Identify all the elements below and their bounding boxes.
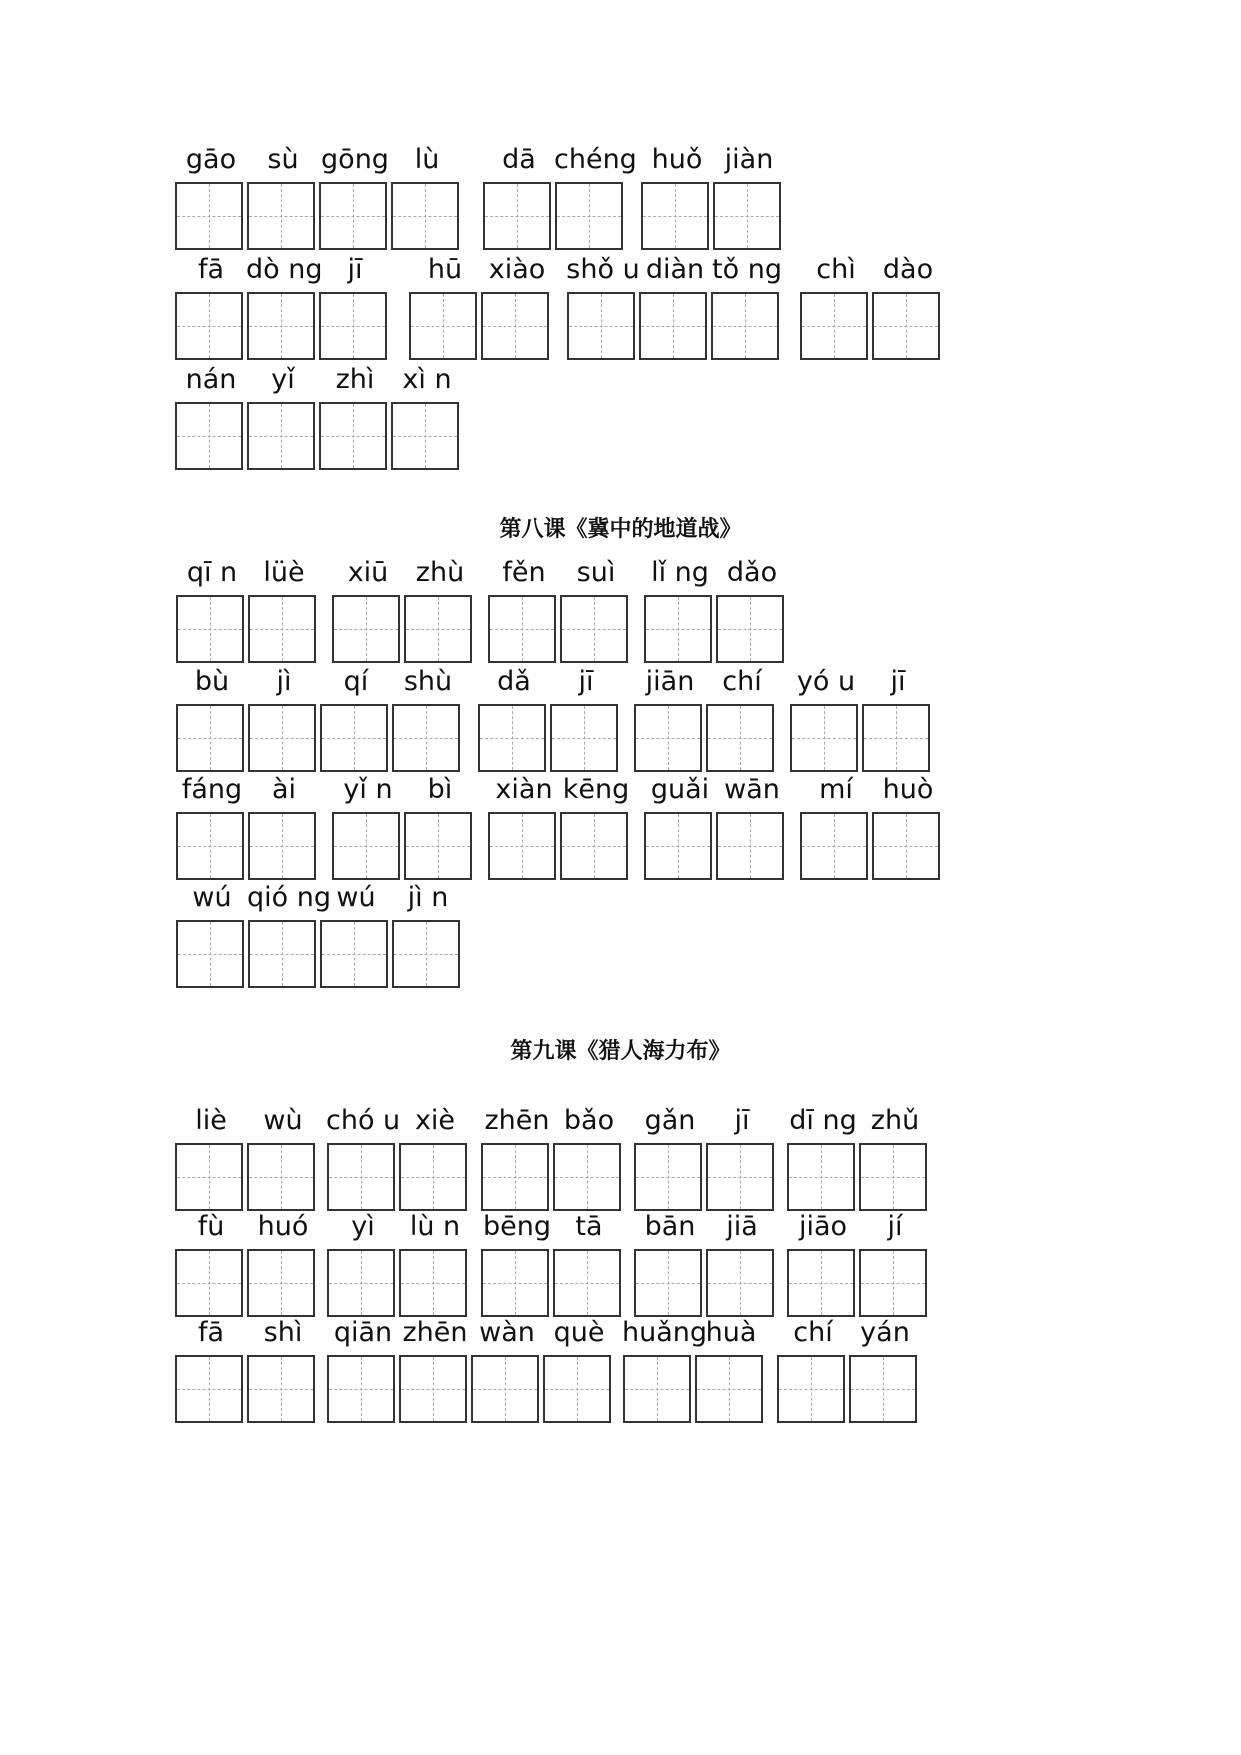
writing-box[interactable] — [392, 704, 460, 772]
word-group — [175, 140, 463, 260]
word-group — [641, 140, 785, 260]
pinyin-label: yǐ — [271, 364, 295, 395]
word-group — [777, 1313, 921, 1433]
writing-box[interactable] — [175, 292, 243, 360]
pinyin-label: dào — [882, 254, 934, 285]
writing-box[interactable] — [391, 182, 459, 250]
word-group — [634, 662, 778, 782]
pinyin-label: jī — [578, 666, 594, 697]
pinyin-row — [0, 553, 1241, 673]
writing-box[interactable] — [555, 182, 623, 250]
writing-box[interactable] — [404, 595, 472, 663]
writing-box[interactable] — [790, 704, 858, 772]
word-group — [623, 1313, 767, 1433]
word-group — [488, 770, 632, 890]
pinyin-label: zhì — [335, 364, 375, 395]
pinyin-label: lüè — [263, 557, 305, 588]
word-group — [176, 878, 464, 998]
pinyin-label: huó — [257, 1211, 309, 1242]
pinyin-label: bēng — [482, 1211, 551, 1242]
pinyin-label: jī — [734, 1105, 750, 1136]
writing-box[interactable] — [560, 812, 628, 880]
word-group — [175, 1101, 319, 1221]
pinyin-label: yó u — [796, 666, 856, 697]
word-group — [644, 770, 788, 890]
word-group — [327, 1313, 615, 1433]
word-group — [634, 1101, 778, 1221]
pinyin-label: lù — [414, 144, 440, 175]
pinyin-label: wú — [336, 882, 376, 913]
pinyin-label: gāo — [185, 144, 237, 175]
writing-box[interactable] — [327, 1355, 395, 1423]
pinyin-label: tǒ ng — [712, 254, 782, 285]
pinyin-label: wú — [192, 882, 232, 913]
writing-box[interactable] — [716, 595, 784, 663]
pinyin-label: xiào — [488, 254, 546, 285]
writing-box[interactable] — [327, 1249, 395, 1317]
word-group — [478, 662, 622, 782]
writing-box[interactable] — [248, 812, 316, 880]
pinyin-label: dò ng — [246, 254, 323, 285]
writing-box[interactable] — [706, 1143, 774, 1211]
writing-box[interactable] — [319, 402, 387, 470]
pinyin-row — [0, 250, 1241, 370]
pinyin-label: bān — [644, 1211, 696, 1242]
pinyin-label: shì — [263, 1317, 303, 1348]
writing-box[interactable] — [176, 812, 244, 880]
pinyin-label: xiū — [347, 557, 389, 588]
writing-box[interactable] — [175, 1355, 243, 1423]
writing-box[interactable] — [332, 812, 400, 880]
writing-box[interactable] — [247, 292, 315, 360]
writing-box[interactable] — [567, 292, 635, 360]
writing-box[interactable] — [634, 704, 702, 772]
pinyin-label: dǎ — [497, 666, 531, 697]
pinyin-label: gǎn — [644, 1105, 696, 1136]
writing-box[interactable] — [553, 1249, 621, 1317]
writing-box[interactable] — [319, 182, 387, 250]
pinyin-label: sù — [267, 144, 299, 175]
word-group — [787, 1207, 931, 1327]
writing-box[interactable] — [706, 1249, 774, 1317]
word-group — [327, 1207, 471, 1327]
writing-box[interactable] — [553, 1143, 621, 1211]
word-group — [175, 1313, 319, 1433]
pinyin-label: jì — [276, 666, 292, 697]
writing-box[interactable] — [716, 812, 784, 880]
pinyin-label: bǎo — [563, 1105, 615, 1136]
writing-box[interactable] — [713, 182, 781, 250]
pinyin-row — [0, 140, 1241, 260]
word-group — [327, 1101, 471, 1221]
writing-box[interactable] — [787, 1249, 855, 1317]
word-group — [567, 250, 783, 370]
pinyin-label: zhù — [415, 557, 465, 588]
writing-box[interactable] — [481, 1249, 549, 1317]
writing-box[interactable] — [800, 812, 868, 880]
pinyin-label: xiàn — [495, 774, 553, 805]
word-group — [481, 1101, 625, 1221]
word-group — [176, 770, 320, 890]
writing-box[interactable] — [247, 402, 315, 470]
writing-box[interactable] — [175, 1249, 243, 1317]
word-group — [332, 770, 476, 890]
writing-box[interactable] — [550, 704, 618, 772]
pinyin-label: diàn — [645, 254, 705, 285]
pinyin-label: jiān — [645, 666, 695, 697]
pinyin-label: xì n — [402, 364, 452, 395]
writing-box[interactable] — [481, 1143, 549, 1211]
pinyin-label: fā — [197, 254, 225, 285]
pinyin-label: zhǔ — [870, 1105, 920, 1136]
word-group — [790, 662, 934, 782]
writing-box[interactable] — [639, 292, 707, 360]
pinyin-label: jiā — [726, 1211, 758, 1242]
lesson-title: 第八课《冀中的地道战》 — [499, 516, 742, 542]
word-group — [176, 662, 464, 782]
word-group — [481, 1207, 625, 1327]
pinyin-label: jiàn — [724, 144, 774, 175]
writing-box[interactable] — [862, 704, 930, 772]
writing-box[interactable] — [623, 1355, 691, 1423]
writing-box[interactable] — [471, 1355, 539, 1423]
pinyin-label: yán — [860, 1317, 910, 1348]
writing-box[interactable] — [409, 292, 477, 360]
writing-box[interactable] — [481, 292, 549, 360]
writing-box[interactable] — [849, 1355, 917, 1423]
writing-box[interactable] — [634, 1249, 702, 1317]
pinyin-label: qió ng — [247, 882, 331, 913]
writing-box[interactable] — [248, 920, 316, 988]
word-group — [176, 553, 320, 673]
pinyin-label: chì — [816, 254, 856, 285]
writing-box[interactable] — [404, 812, 472, 880]
writing-box[interactable] — [247, 1355, 315, 1423]
pinyin-label: huǎng — [622, 1317, 708, 1348]
pinyin-label: lǐ ng — [651, 557, 709, 588]
pinyin-label: chó u — [326, 1105, 401, 1136]
pinyin-label: bì — [427, 774, 453, 805]
pinyin-label: dǎo — [726, 557, 778, 588]
writing-box[interactable] — [478, 704, 546, 772]
word-group — [483, 140, 637, 260]
writing-box[interactable] — [543, 1355, 611, 1423]
pinyin-label: guǎi — [650, 774, 710, 805]
pinyin-label: qī n — [186, 557, 238, 588]
pinyin-label: fù — [197, 1211, 225, 1242]
pinyin-label: ài — [271, 774, 297, 805]
word-group — [800, 770, 944, 890]
lesson-title: 第九课《猎人海力布》 — [510, 1038, 731, 1064]
pinyin-label: fā — [197, 1317, 225, 1348]
pinyin-label: jī — [347, 254, 363, 285]
word-group — [800, 250, 944, 370]
pinyin-label: shǒ u — [566, 254, 640, 285]
writing-box[interactable] — [175, 1143, 243, 1211]
writing-box[interactable] — [327, 1143, 395, 1211]
writing-box[interactable] — [488, 595, 556, 663]
word-group — [175, 360, 463, 480]
word-group — [332, 553, 476, 673]
pinyin-label: yì — [351, 1211, 375, 1242]
writing-box[interactable] — [777, 1355, 845, 1423]
word-group — [409, 250, 553, 370]
pinyin-row — [0, 878, 1241, 998]
writing-box[interactable] — [247, 1143, 315, 1211]
pinyin-label: dā — [502, 144, 536, 175]
writing-box[interactable] — [176, 595, 244, 663]
writing-box[interactable] — [872, 812, 940, 880]
pinyin-label: gōng — [321, 144, 389, 175]
word-group — [644, 553, 788, 673]
writing-box[interactable] — [248, 704, 316, 772]
writing-box[interactable] — [175, 402, 243, 470]
writing-box[interactable] — [859, 1249, 927, 1317]
pinyin-label: chí — [793, 1317, 833, 1348]
writing-box[interactable] — [332, 595, 400, 663]
pinyin-label: shù — [403, 666, 453, 697]
pinyin-label: chéng — [554, 144, 637, 175]
writing-box[interactable] — [800, 292, 868, 360]
word-group — [488, 553, 632, 673]
pinyin-label: jí — [887, 1211, 903, 1242]
writing-box[interactable] — [483, 182, 551, 250]
pinyin-label: wù — [263, 1105, 303, 1136]
pinyin-label: tā — [575, 1211, 603, 1242]
pinyin-label: nán — [185, 364, 237, 395]
writing-box[interactable] — [634, 1143, 702, 1211]
writing-box[interactable] — [320, 920, 388, 988]
writing-box[interactable] — [560, 595, 628, 663]
writing-box[interactable] — [399, 1249, 467, 1317]
writing-box[interactable] — [644, 595, 712, 663]
pinyin-label: jiāo — [798, 1211, 848, 1242]
pinyin-label: wàn — [479, 1317, 535, 1348]
writing-box[interactable] — [872, 292, 940, 360]
writing-box[interactable] — [247, 182, 315, 250]
pinyin-label: qiān — [333, 1317, 393, 1348]
pinyin-label: hū — [427, 254, 463, 285]
pinyin-label: jī — [890, 666, 906, 697]
pinyin-label: fáng — [181, 774, 243, 805]
writing-box[interactable] — [319, 292, 387, 360]
pinyin-label: dī ng — [789, 1105, 857, 1136]
writing-box[interactable] — [176, 704, 244, 772]
pinyin-label: huò — [882, 774, 934, 805]
pinyin-label: mí — [819, 774, 853, 805]
pinyin-label: lù n — [409, 1211, 461, 1242]
word-group — [175, 1207, 319, 1327]
writing-box[interactable] — [859, 1143, 927, 1211]
pinyin-row — [0, 1313, 1241, 1433]
pinyin-label: liè — [195, 1105, 227, 1136]
pinyin-label: kēng — [562, 774, 630, 805]
pinyin-row — [0, 770, 1241, 890]
pinyin-label: huǒ — [651, 144, 703, 175]
writing-box[interactable] — [391, 402, 459, 470]
writing-box[interactable] — [787, 1143, 855, 1211]
pinyin-label: wān — [724, 774, 780, 805]
pinyin-label: fěn — [502, 557, 546, 588]
pinyin-label: zhēn — [484, 1105, 550, 1136]
writing-box[interactable] — [711, 292, 779, 360]
pinyin-label: huà — [705, 1317, 757, 1348]
writing-box[interactable] — [320, 704, 388, 772]
writing-box[interactable] — [248, 595, 316, 663]
pinyin-label: yǐ n — [343, 774, 393, 805]
pinyin-label: suì — [576, 557, 616, 588]
pinyin-label: què — [553, 1317, 605, 1348]
pinyin-label: bù — [194, 666, 230, 697]
pinyin-row — [0, 662, 1241, 782]
pinyin-row — [0, 1207, 1241, 1327]
word-group — [634, 1207, 778, 1327]
pinyin-label: xiè — [414, 1105, 456, 1136]
writing-box[interactable] — [399, 1143, 467, 1211]
writing-box[interactable] — [695, 1355, 763, 1423]
word-group — [787, 1101, 931, 1221]
writing-box[interactable] — [247, 1249, 315, 1317]
pinyin-label: zhēn — [402, 1317, 468, 1348]
pinyin-row — [0, 1101, 1241, 1221]
pinyin-label: qí — [343, 666, 369, 697]
pinyin-row — [0, 360, 1241, 480]
word-group — [175, 250, 391, 370]
writing-box[interactable] — [175, 182, 243, 250]
writing-box[interactable] — [399, 1355, 467, 1423]
pinyin-label: jì n — [407, 882, 449, 913]
writing-box[interactable] — [644, 812, 712, 880]
writing-box[interactable] — [392, 920, 460, 988]
writing-box[interactable] — [641, 182, 709, 250]
writing-box[interactable] — [488, 812, 556, 880]
writing-box[interactable] — [706, 704, 774, 772]
writing-box[interactable] — [176, 920, 244, 988]
pinyin-label: chí — [722, 666, 762, 697]
